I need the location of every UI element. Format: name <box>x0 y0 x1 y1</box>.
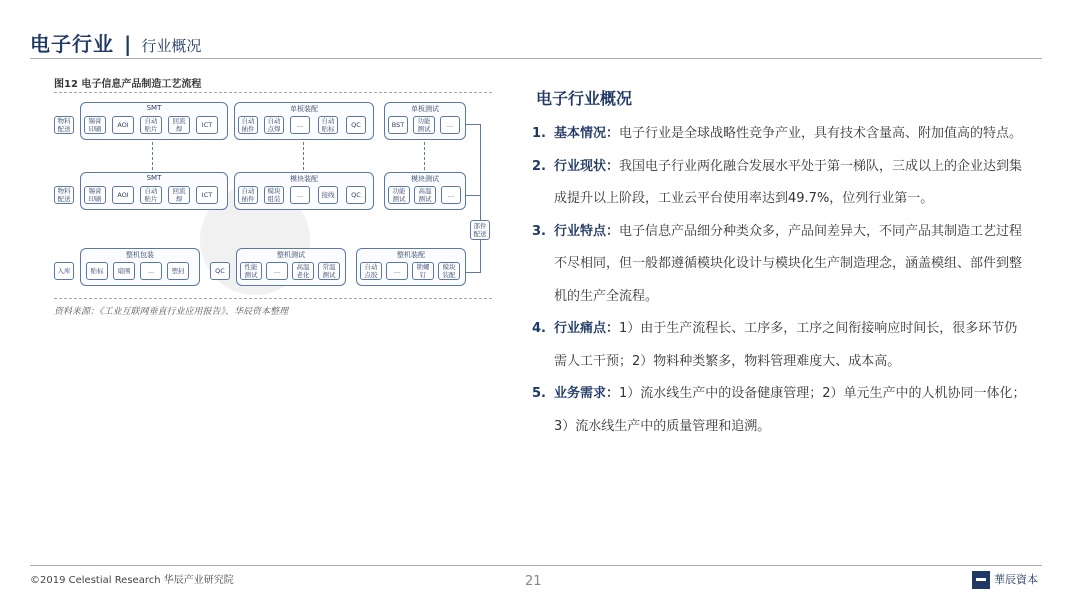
flow-step-qc: QC <box>210 262 230 280</box>
flow-step: 接线 <box>318 186 338 204</box>
item-text: 电子信息产品细分种类众多，产品间差异大，不同产品其制造工艺过程不尽相同，但一般都遵循模块化设计与模块化生产制造理念，涵盖模组、部件到整机的生产全流程。 <box>554 223 1023 304</box>
item-label: 行业现状： <box>554 158 620 174</box>
flow-step: 自动 插件 <box>238 186 258 204</box>
flow-step: 常温 测试 <box>318 262 340 280</box>
flow-step: ... <box>290 186 310 204</box>
flow-step: ... <box>266 262 288 280</box>
connector <box>480 124 481 272</box>
group-title: 整机包装 <box>126 251 154 259</box>
slide-title: 电子行业 <box>30 32 114 56</box>
flow-step: 高温 测试 <box>414 186 436 204</box>
flow-step: ... <box>440 116 460 134</box>
list-item <box>532 313 1027 378</box>
item-number: 2. <box>532 158 546 174</box>
flow-step: 高温 老化 <box>292 262 314 280</box>
overview-list <box>532 118 1027 443</box>
item-label: 行业特点： <box>554 223 620 239</box>
item-body <box>554 151 1027 216</box>
group-title: 整机装配 <box>397 251 425 259</box>
group-title: 整机测试 <box>277 251 305 259</box>
flow-step: 锡膏 印刷 <box>84 186 106 204</box>
group-title: SMT <box>146 104 162 112</box>
item-text: 1）由于生产流程长、工序多，工序之间衔接响应时间长，很多环节仍需人工干预；2）物料种类繁多，物料管理难度大、成本高。 <box>554 321 1018 369</box>
flow-step: ... <box>140 262 162 280</box>
connector <box>466 124 480 125</box>
flow-step: 自动 贴片 <box>140 186 162 204</box>
footer-divider <box>30 565 1042 566</box>
item-label: 基本情况： <box>554 126 620 141</box>
flow-step: AOI <box>112 186 134 204</box>
flow-step: 功能 测试 <box>413 116 435 134</box>
item-text: 电子行业是全球战略性竞争产业，具有技术含量高、附加值高的特点。 <box>619 126 1023 141</box>
group-title: 模块测试 <box>411 175 439 183</box>
flow-step-material: 物料 配送 <box>54 116 74 134</box>
figure-source: 资料来源：《工业互联网垂直行业应用报告》、华辰资本整理 <box>54 307 289 317</box>
item-number: 5. <box>532 386 546 401</box>
flow-step: 扇围 <box>113 262 135 280</box>
brand-logo-text: 華辰資本 <box>994 573 1038 586</box>
group-title: 单板装配 <box>290 105 318 113</box>
flow-step: 模块 装配 <box>438 262 460 280</box>
item-body <box>554 378 1027 443</box>
figure-caption: 图12 电子信息产品制造工艺流程 <box>54 79 202 90</box>
item-number: 3. <box>532 223 546 239</box>
item-text: 1）流水线生产中的设备健康管理；2）单元生产中的人机协同一体化；3）流水线生产中的质量管理和追溯。 <box>554 386 1026 434</box>
item-body <box>554 216 1027 314</box>
flow-step: ... <box>441 186 461 204</box>
brand-logo-icon <box>972 571 990 589</box>
figure-top-rule <box>54 92 492 93</box>
page-number: 21 <box>525 574 542 589</box>
flow-step: AOI <box>112 116 134 134</box>
connector <box>466 195 480 196</box>
flow-step: 功能 测试 <box>388 186 410 204</box>
flow-step: ... <box>386 262 408 280</box>
flow-step: 回流 焊 <box>168 186 190 204</box>
item-body <box>554 313 1027 378</box>
slide-subtitle: 行业概况 <box>141 37 202 55</box>
footer-copyright: ©2019 Celestial Research 华辰产业研究院 <box>30 575 234 586</box>
header-divider <box>30 58 1042 59</box>
flow-step-warehouse: 入库 <box>54 262 74 280</box>
dashed-link <box>424 142 425 170</box>
flow-step: 回流 焊 <box>168 116 190 134</box>
flow-step: 自动 插件 <box>238 116 258 134</box>
flow-step: 塑封 <box>167 262 189 280</box>
flow-step: 自动 贴标 <box>318 116 338 134</box>
flow-step: QC <box>346 186 366 204</box>
flow-step-material: 物料 配送 <box>54 186 74 204</box>
item-body <box>554 118 1027 151</box>
flow-step: 性能 测试 <box>240 262 262 280</box>
flow-step: ... <box>290 116 310 134</box>
item-number: 1. <box>532 126 546 141</box>
group-title: 单板测试 <box>411 105 439 113</box>
item-text: 我国电子行业两化融合发展水平处于第一梯队，三成以上的企业达到集成提升以上阶段，工业云平台使用率达到49.7%，位列行业第一。 <box>554 158 1023 206</box>
flow-step: 模块 组装 <box>264 186 284 204</box>
item-number: 4. <box>532 321 546 336</box>
dashed-link <box>152 142 153 170</box>
item-label: 业务需求： <box>554 386 620 401</box>
list-item <box>532 378 1027 443</box>
title-separator: | <box>124 32 132 56</box>
overview-title: 电子行业概况 <box>536 89 633 108</box>
list-item <box>532 216 1027 314</box>
list-item <box>532 151 1027 216</box>
group-title: SMT <box>146 174 162 182</box>
group-title: 模块装配 <box>290 175 318 183</box>
flow-step: 自动 贴片 <box>140 116 162 134</box>
connector <box>466 272 481 273</box>
flow-step: ICT <box>196 186 218 204</box>
dashed-link <box>303 142 304 170</box>
flow-step-parts-delivery: 部件 配送 <box>470 220 490 240</box>
flow-step: 锡膏 印刷 <box>84 116 106 134</box>
flow-step: 自动 点胶 <box>360 262 382 280</box>
flow-step: QC <box>346 116 366 134</box>
figure-bottom-rule <box>54 298 492 299</box>
flow-step: 自动 点焊 <box>264 116 284 134</box>
flow-step: BST <box>388 116 408 134</box>
flow-step: ICT <box>196 116 218 134</box>
list-item <box>532 118 1027 151</box>
slide-header <box>30 28 201 57</box>
flow-step: 贴标 <box>86 262 108 280</box>
flow-step: 锁螺 钉 <box>412 262 434 280</box>
item-label: 行业痛点： <box>554 321 620 336</box>
